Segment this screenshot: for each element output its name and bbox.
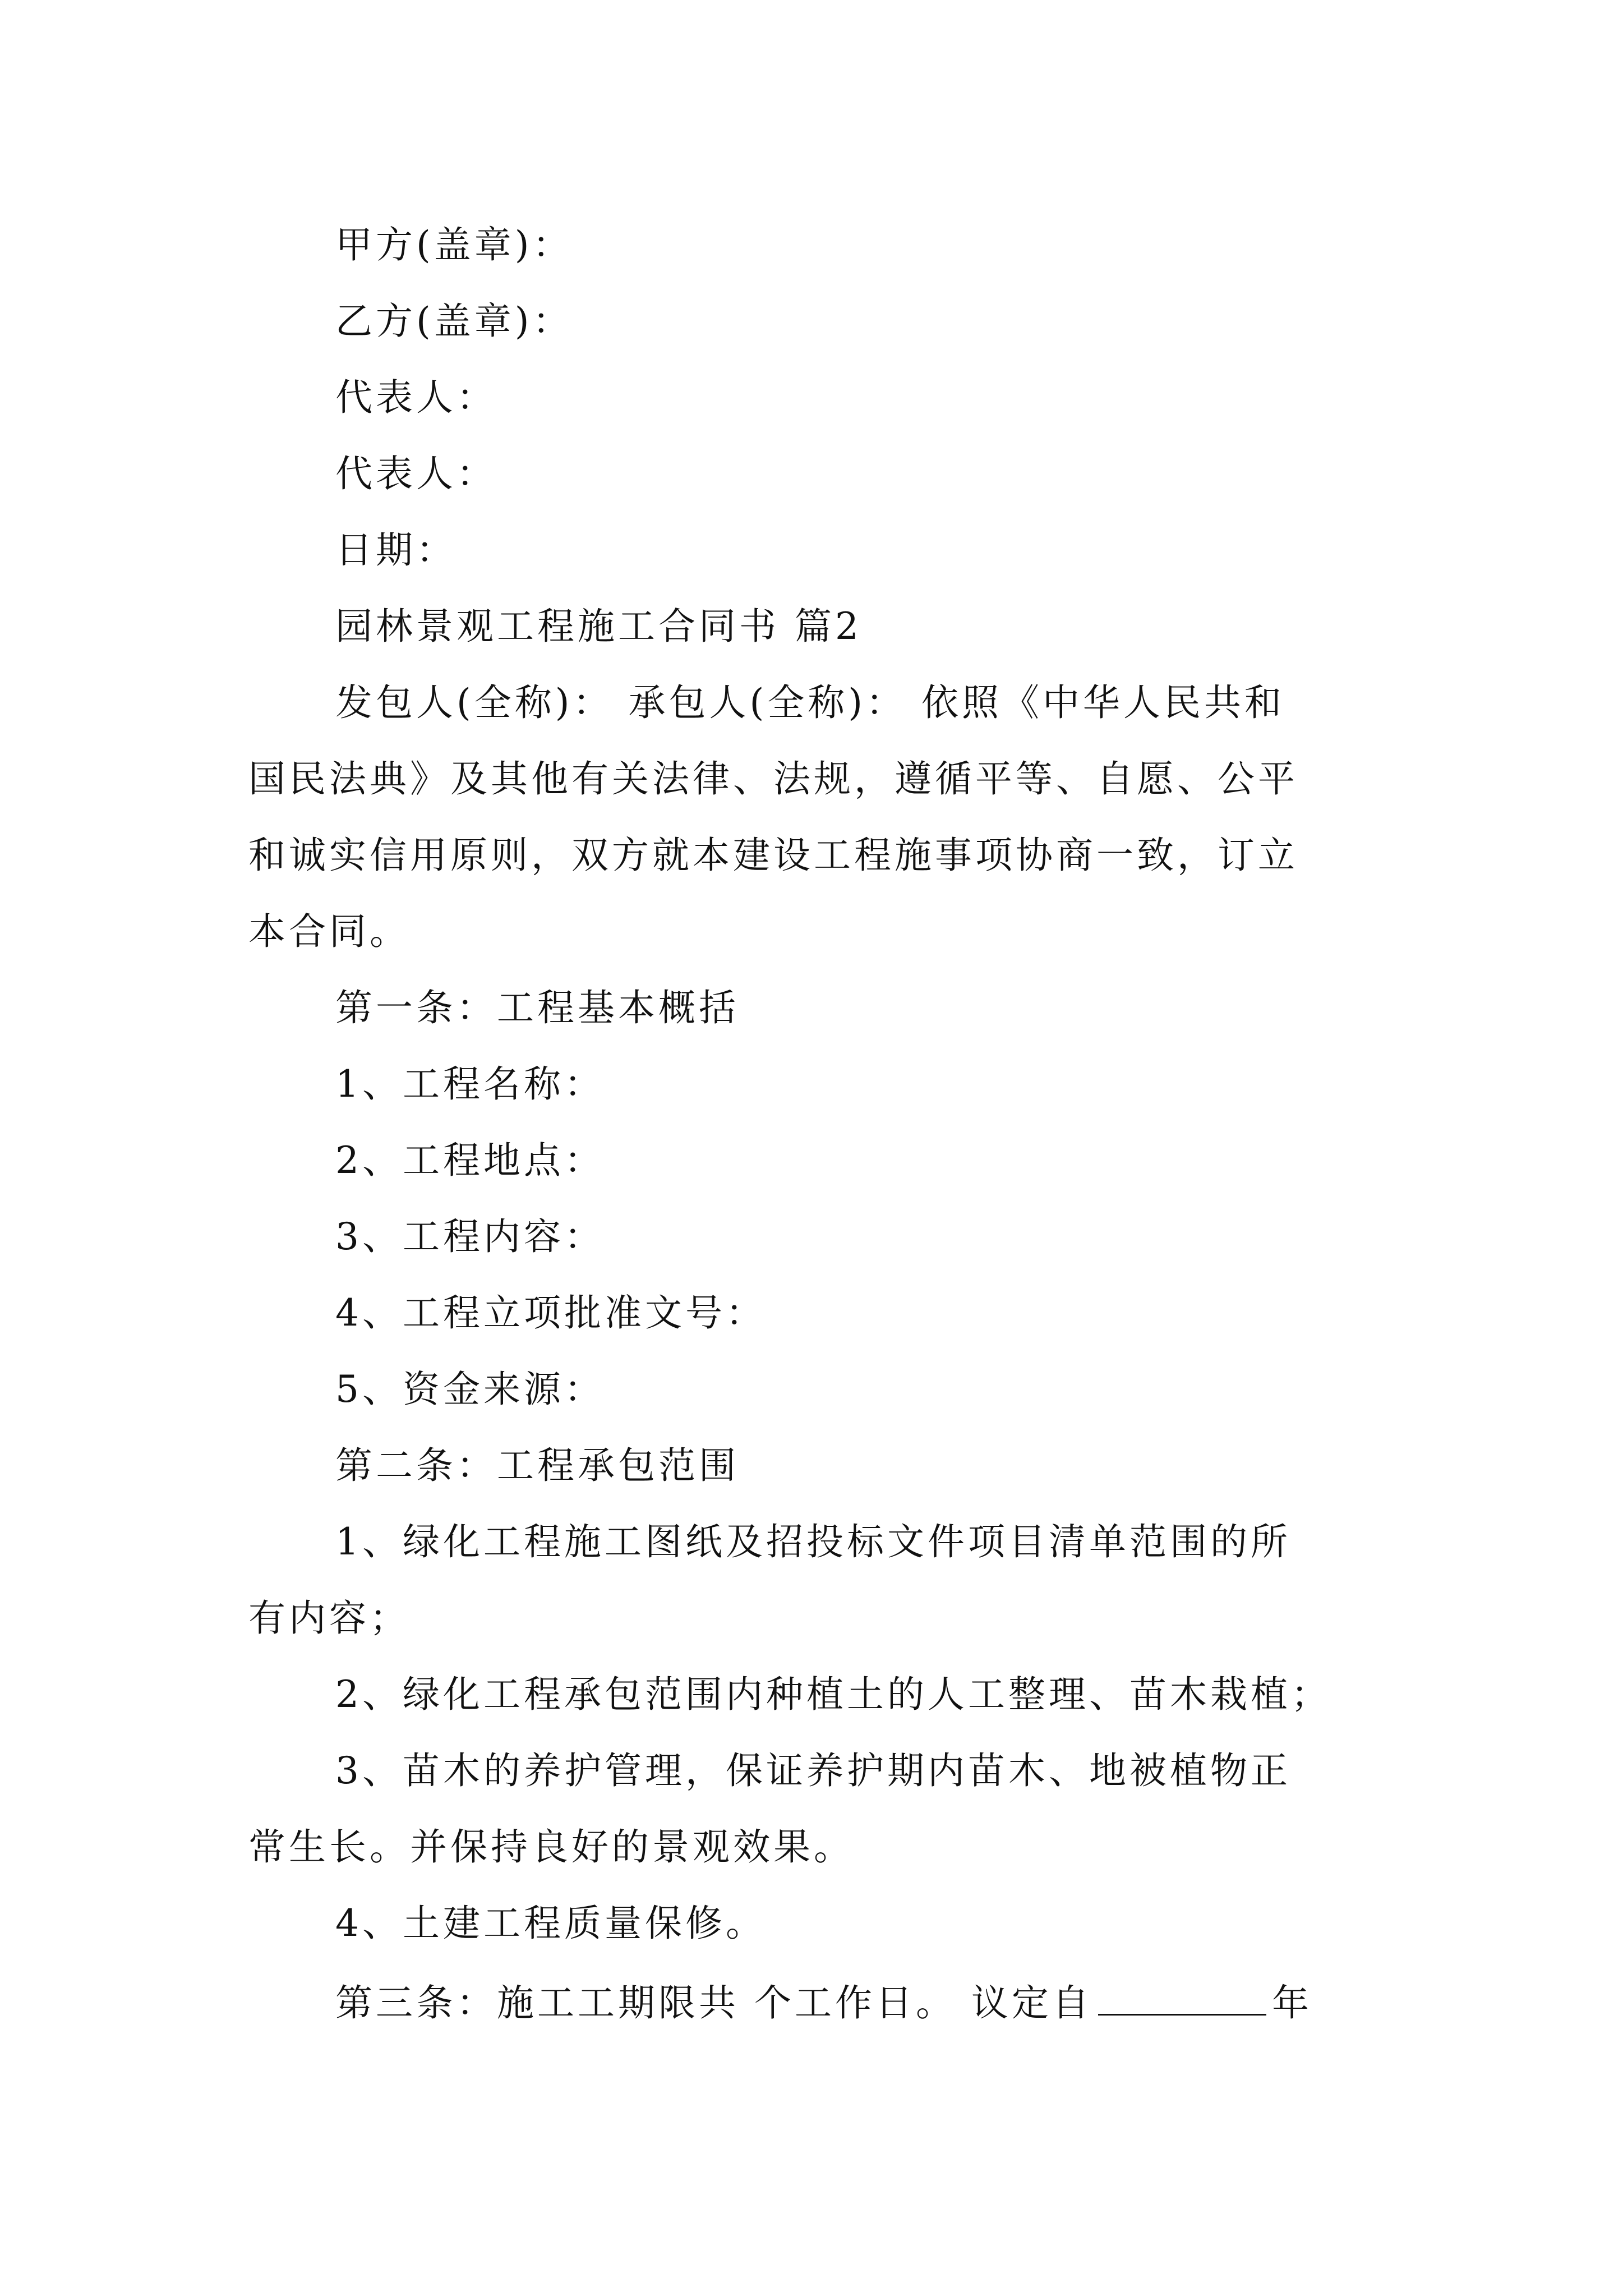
list-item: 4、工程立项批准文号： [335,1291,766,1335]
date-line: 日期： [335,528,457,572]
paragraph-line: 本合同。 [248,910,410,953]
list-item: 1、工程名称： [335,1062,605,1106]
article-text: 第三条：施工工期限共 个工作日。 议定自 [335,1981,1092,2024]
fill-in-blank [1098,1981,1266,2016]
list-item: 3、苗木的养护管理，保证养护期内苗木、地被植物正 [335,1749,1291,1792]
list-item: 2、绿化工程承包范围内种植土的人工整理、苗木栽植； [335,1673,1331,1716]
list-item-continuation: 常生长。并保持良好的景观效果。 [248,1825,854,1869]
party-a-seal: 甲方(盖章)： [335,223,573,266]
paragraph-line: 和诚实信用原则，双方就本建设工程施事项协商一致，订立 [248,834,1298,877]
list-item-continuation: 有内容； [248,1596,410,1640]
list-item: 2、工程地点： [335,1139,605,1182]
paragraph-line: 发包人(全称)： 承包人(全称)： 依照《中华人民共和 [335,681,1285,724]
section-title: 园林景观工程施工合同书 篇2 [335,605,862,648]
representative-a: 代表人： [335,376,497,419]
paragraph-line: 国民法典》及其他有关法律、法规，遵循平等、自愿、公平 [248,757,1298,800]
article-heading [335,1981,1312,2022]
list-item: 1、绿化工程施工图纸及招投标文件项目清单范围的所 [335,1520,1291,1563]
list-item: 3、工程内容： [335,1215,605,1258]
list-item: 4、土建工程质量保修。 [335,1902,766,1945]
list-item: 5、资金来源： [335,1368,605,1411]
representative-b: 代表人： [335,452,497,495]
party-b-seal: 乙方(盖章)： [335,300,573,343]
article-heading: 第二条：工程承包范围 [335,1444,739,1487]
year-label: 年 [1271,1981,1312,2024]
article-heading: 第一条：工程基本概括 [335,986,739,1029]
